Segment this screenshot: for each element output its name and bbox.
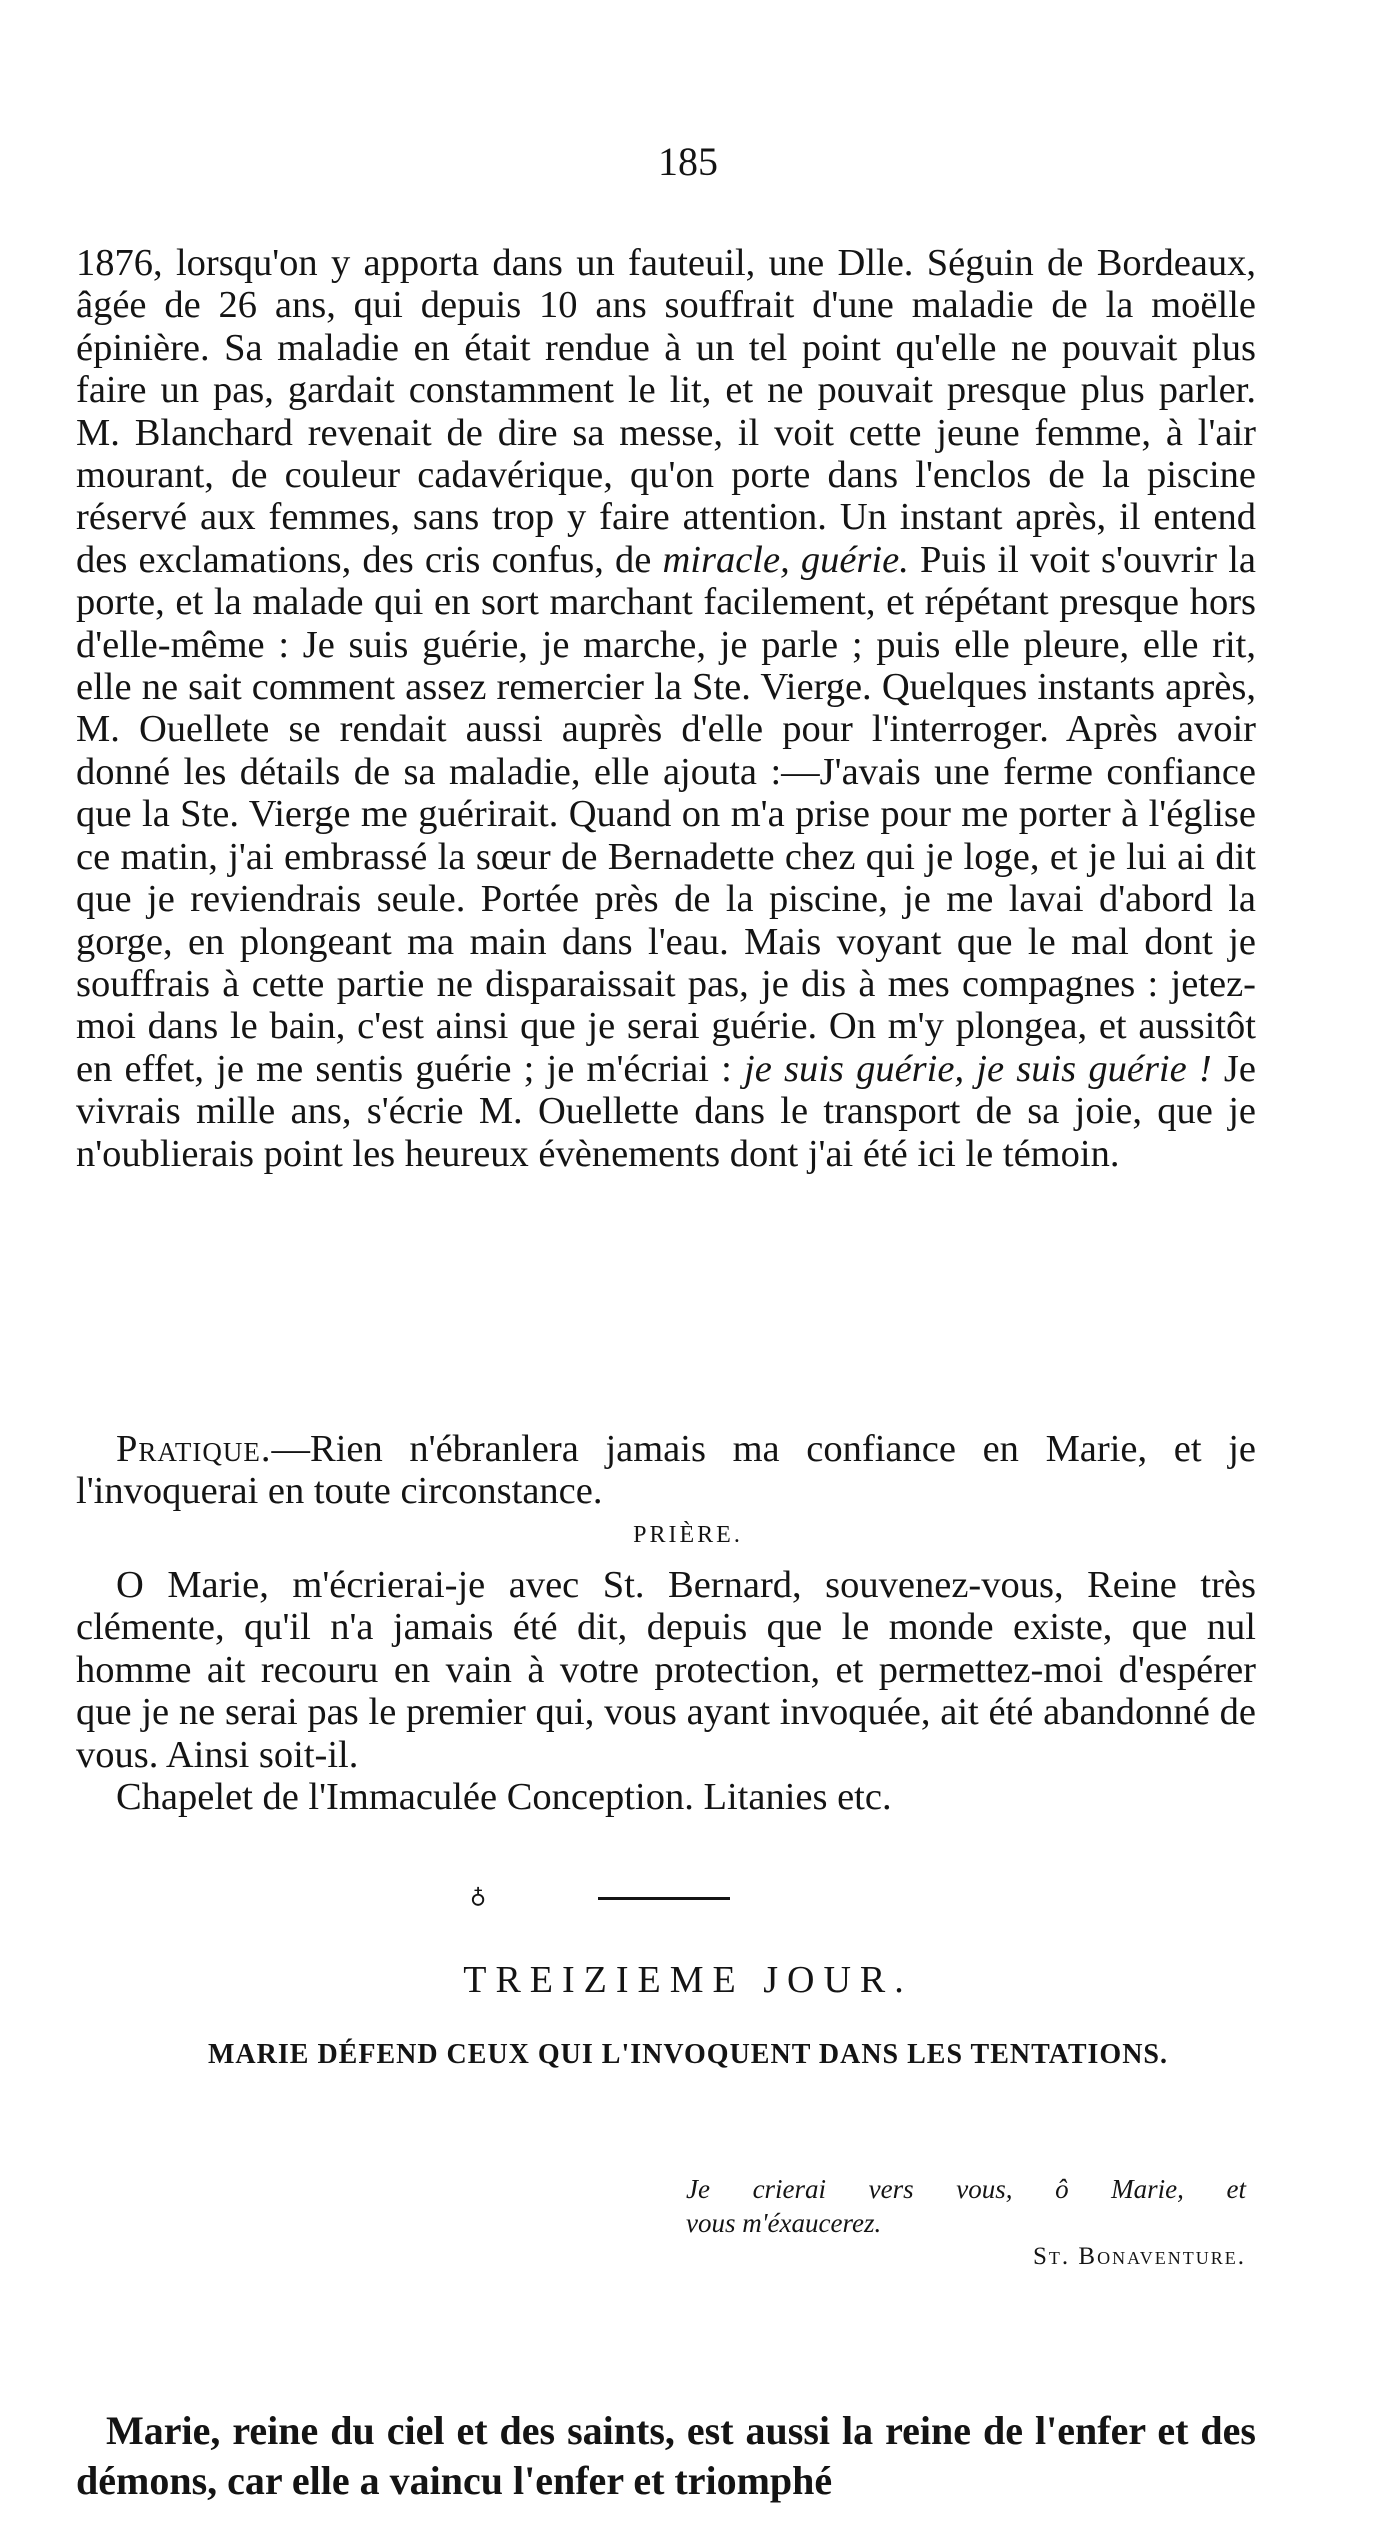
main-italic-1: miracle, guérie.	[662, 538, 909, 581]
practice-text	[76, 1428, 1256, 1513]
day-title: TREIZIEME JOUR.	[463, 1959, 913, 2001]
ornament-icon: ♁	[470, 1883, 487, 1908]
prayer-closing: Chapelet de l'Immaculée Conception. Litanies etc.	[116, 1776, 892, 1819]
epigraph-line-1: Je crierai vers vous, ô Marie, et	[686, 2174, 1246, 2204]
prayer-text: O Marie, m'écrierai-je avec St. Bernard, souvenez-vous, Reine très clémente, qu'il n'a jamais été dit, depuis que le monde existe, que nul homme ait recouru en vain à votre protection, et permettez-moi d'espérer que je ne serai pas le premier qui, vous ayant invoquée, ait été abandonné de vous. Ainsi soit-il.	[76, 1564, 1256, 1776]
section-separator	[0, 1883, 1376, 1908]
divider-line	[598, 1897, 730, 1900]
main-paragraph	[76, 242, 1256, 1175]
epigraph	[686, 2172, 1246, 2274]
main-paragraph-text	[76, 242, 1256, 1175]
practice-body: —Rien n'ébranlera jamais ma confiance en Marie, et je l'invoquerai en toute circonstance.	[76, 1428, 1256, 1513]
prayer-heading: PRIÈRE.	[633, 1522, 743, 1548]
epigraph-author: St. Bonaventure.	[1033, 2243, 1246, 2270]
prayer-block	[76, 1564, 1256, 1818]
main-text-part-1: 1876, lorsqu'on y apporta dans un fauteuil, une Dlle. Séguin de Bordeaux, âgée de 26 ans, qui depuis 10 ans souffrait d'une maladie de la moëlle épinière. Sa maladie en était rendue à un tel point qu'elle ne pouvait plus faire un pas, gardait constamment le lit, et ne pouvait presque plus parler. M. Blanchard revenait de dire sa messe, il voit cette jeune femme, à l'air mourant, de couleur cadavérique, qu'on porte dans l'enclos de la piscine réservé aux femmes, sans trop y faire attention. Un instant après, il entend des exclamations, des cris confus, de	[76, 242, 1256, 581]
practice-paragraph	[76, 1428, 1256, 1513]
chapter-subtitle: MARIE DÉFEND CEUX QUI L'INVOQUENT DANS LES TENTATIONS.	[208, 2039, 1168, 2070]
opening-paragraph: Marie, reine du ciel et des saints, est aussi la reine de l'enfer et des démons, car elle a vaincu l'enfer et triomphé	[76, 2408, 1256, 2503]
main-text-part-3: Je vivrais mille ans, s'écrie M. Ouellette dans le transport de sa joie, que je n'oublierais point les heureux évènements dont j'ai été ici le témoin.	[76, 1047, 1257, 1175]
main-text-part-2: Puis il voit s'ouvrir la porte, et la malade qui en sort marchant facilement, et répétant presque hors d'elle-même : Je suis guérie, je marche, je parle ; puis elle pleure, elle rit, elle ne sait comment assez remercier la Ste. Vierge. Quelques instants après, M. Ouellete se rendait aussi auprès d'elle pour l'interroger. Après avoir donné les détails de sa maladie, elle ajouta :—J'avais une ferme confiance que la Ste. Vierge me guérirait. Quand on m'a prise pour me porter à l'église ce matin, j'ai embrassé la sœur de Bernadette chez qui je loge, et je lui ai dit que je reviendrais seule. Portée près de la piscine, je me lavai d'abord la gorge, en plongeant ma main dans l'eau. Mais voyant que le mal dont je souffrais à cette partie ne disparaissait pas, je dis à mes compagnes : jetez-moi dans le bain, c'est ainsi que je serai guérie. On m'y plongea, et aussitôt en effet, je me sentis guérie ; je m'écriai :	[76, 538, 1256, 1090]
epigraph-line-2: vous m'éxaucerez.	[686, 2208, 882, 2238]
main-italic-2: je suis guérie, je suis guérie !	[744, 1047, 1212, 1090]
page-number: 185	[658, 139, 718, 184]
practice-label: Pratique.	[116, 1428, 272, 1470]
